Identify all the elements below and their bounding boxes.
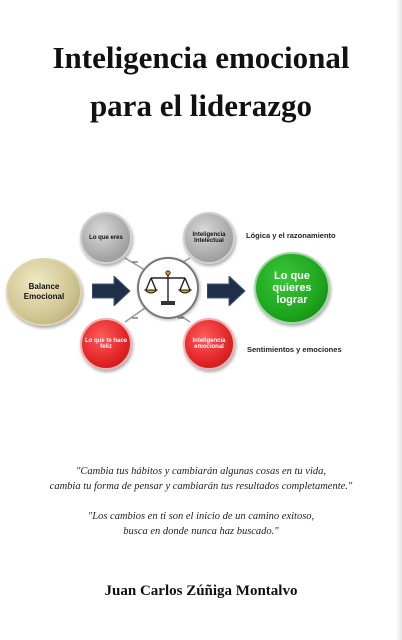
author-name: Juan Carlos Zúñiga Montalvo (104, 583, 298, 599)
balance-scale-circle (137, 257, 199, 319)
inteligencia-intelectual-label: Inteligencia Intelectual (192, 232, 226, 244)
inteligencia-emocional-circle (183, 318, 235, 370)
quote-2-line-2: busca en donde nunca haz buscado." (123, 526, 279, 537)
lo-que-quieres-lograr-circle (254, 252, 330, 324)
balance-scale-icon (143, 268, 193, 308)
lo-que-te-hace-feliz-label: Lo que te hace feliz (84, 338, 127, 350)
quote-1-line-2: cambia tu forma de pensar y cambiarán tus resultados completamente." (49, 481, 353, 492)
lo-que-quieres-lograr-label: Lo que quieres lograr (272, 270, 312, 306)
lo-que-eres-circle (80, 212, 132, 264)
logica-razonamiento-label: Lógica y el razonamiento (246, 231, 336, 240)
balance-emocional-label: Balance Emocional (23, 282, 65, 301)
arrow-right-icon (92, 276, 132, 306)
sentimientos-emociones-label: Sentimientos y emociones (247, 345, 342, 354)
lo-que-eres-label: Lo que eres (89, 235, 123, 241)
arrow-right-icon (207, 276, 247, 306)
balance-emocional-circle (6, 258, 82, 326)
lo-que-te-hace-feliz-circle (80, 318, 132, 370)
book-title-line-2: para el liderazgo (89, 88, 313, 123)
quote-1-line-1: "Cambia tus hábitos y cambiarán algunas cosas en tu vida, (76, 466, 326, 477)
inteligencia-emocional-label: Inteligencia emocional (192, 338, 226, 350)
quote-2-line-1: "Los cambios en ti son el inicio de un camino exitoso, (87, 511, 315, 522)
book-title-line-1: Inteligencia emocional (52, 40, 350, 75)
inteligencia-intelectual-circle (183, 212, 235, 264)
